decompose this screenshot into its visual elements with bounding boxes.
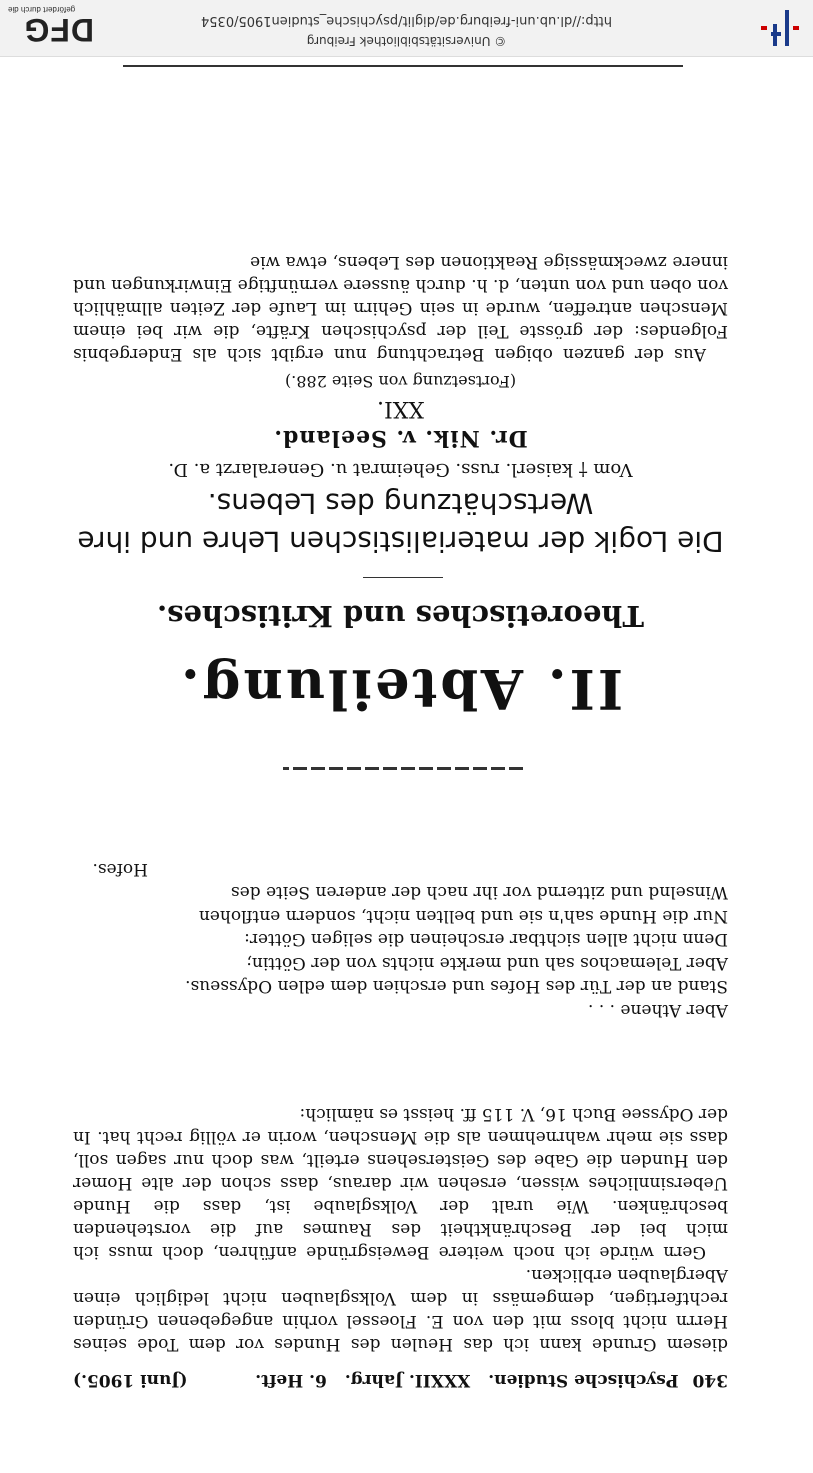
divider (363, 577, 443, 578)
paragraph: Gern würde ich noch weitere Beweisgründe anführen, doch muss ich mich bei der Beschränktheit des Raumes auf die vorstehenden beschränken. Wie uralt der Volksglaube ist, dass die Hunde Uebersinnliches wissen, ersehen wir daraus, dass schon der alte Homer den Hunden die Gabe des Geistersehens erteilt, was doch nur sagen soll, dass sie mehr wahrnehmen als die Menschen, worin er völlig recht hat. In der Odyssee Buch 16, V. 115 ff. heisst es nämlich: (73, 1104, 728, 1262)
verse-line: Hofes. (92, 859, 148, 879)
continuation-note: (Fortsetzung von Seite 288.) (284, 372, 517, 391)
quoted-verse (73, 857, 728, 1022)
verse-line: Denn nicht allen sichtbar erscheinen die seligen Götter: (244, 929, 728, 950)
document-url[interactable]: http://dl.ub.uni-freiburg.de/diglit/psychische_studien1905/0354 (200, 13, 613, 28)
part-number: XXI. (377, 396, 425, 421)
dfg-logo-subtitle: gefördert durch die (8, 5, 76, 14)
article-title (73, 484, 728, 560)
copyright-notice: © Universitätsbibliothek Freiburg (306, 34, 507, 48)
scan-edge-line (123, 65, 683, 67)
prose-block (73, 1102, 728, 1355)
verse-line: Stand an der Tür des Hofes und erschien dem edlen Odysseus. (185, 976, 728, 997)
issue-date: (Juni 1905.) (73, 1370, 188, 1390)
verse-line: Winselnd und zitternd vor ihr nach der anderen Seite des (230, 882, 728, 903)
page-number: 340 (692, 1370, 728, 1390)
running-head (73, 1370, 728, 1390)
article-title-line: Wertschätzung des Lebens. (207, 487, 594, 520)
dfg-logo-text: DFG (23, 12, 94, 48)
section-heading: II. Abteilung. (177, 657, 624, 721)
verse-line: Aber Athene . . . (587, 1000, 728, 1020)
viewer-header (0, 0, 813, 57)
verse-line: Aber Telemachos sah und merkte nichts von der Göttin; (246, 953, 728, 973)
ornament-divider (283, 767, 523, 770)
paragraph: Aus der ganzen obigen Betrachtung nun ergibt sich als Endergebnis Folgendes: der grösste Teil der psychischen Kräfte, die wir bei einem Menschen antreffen, wurde in sein Gehirn im Laufe der Zeiten allmählich von oben und von unten, d. h. durch äussere vernünftige Einwirkungen und innere zweckmässige Reaktionen des Lebens, etwa wie (73, 252, 728, 364)
verse-line: Nur die Hunde sah'n sie und bellten nicht, sondern entflohen (198, 906, 728, 926)
dfg-logo[interactable] (4, 5, 94, 48)
paragraph: diesem Grunde kann ich das Heulen des Hundes vor dem Tode seines Herrn nicht bloss mit den von E. Floessel vorhin angegebenen Gründen rechtfertigen, demgemäss in dem Volksglauben nicht lediglich einen Aberglauben erblicken. (73, 1265, 728, 1354)
section-subheading: Theoretisches und Kritisches. (157, 599, 644, 633)
journal-name: Psychische Studien. (488, 1370, 679, 1390)
issue: 6. Heft. (255, 1370, 327, 1390)
volume: XXXII. Jahrg. (344, 1370, 471, 1390)
byline: Vom † kaiserl. russ. Geheimrat u. Generalarzt a. D. (168, 459, 633, 480)
article-body (73, 250, 728, 365)
article-title-line: Die Logik der materialistischen Lehre und ihre (77, 525, 724, 558)
author: Dr. Nik. v. Seeland. (273, 425, 528, 451)
